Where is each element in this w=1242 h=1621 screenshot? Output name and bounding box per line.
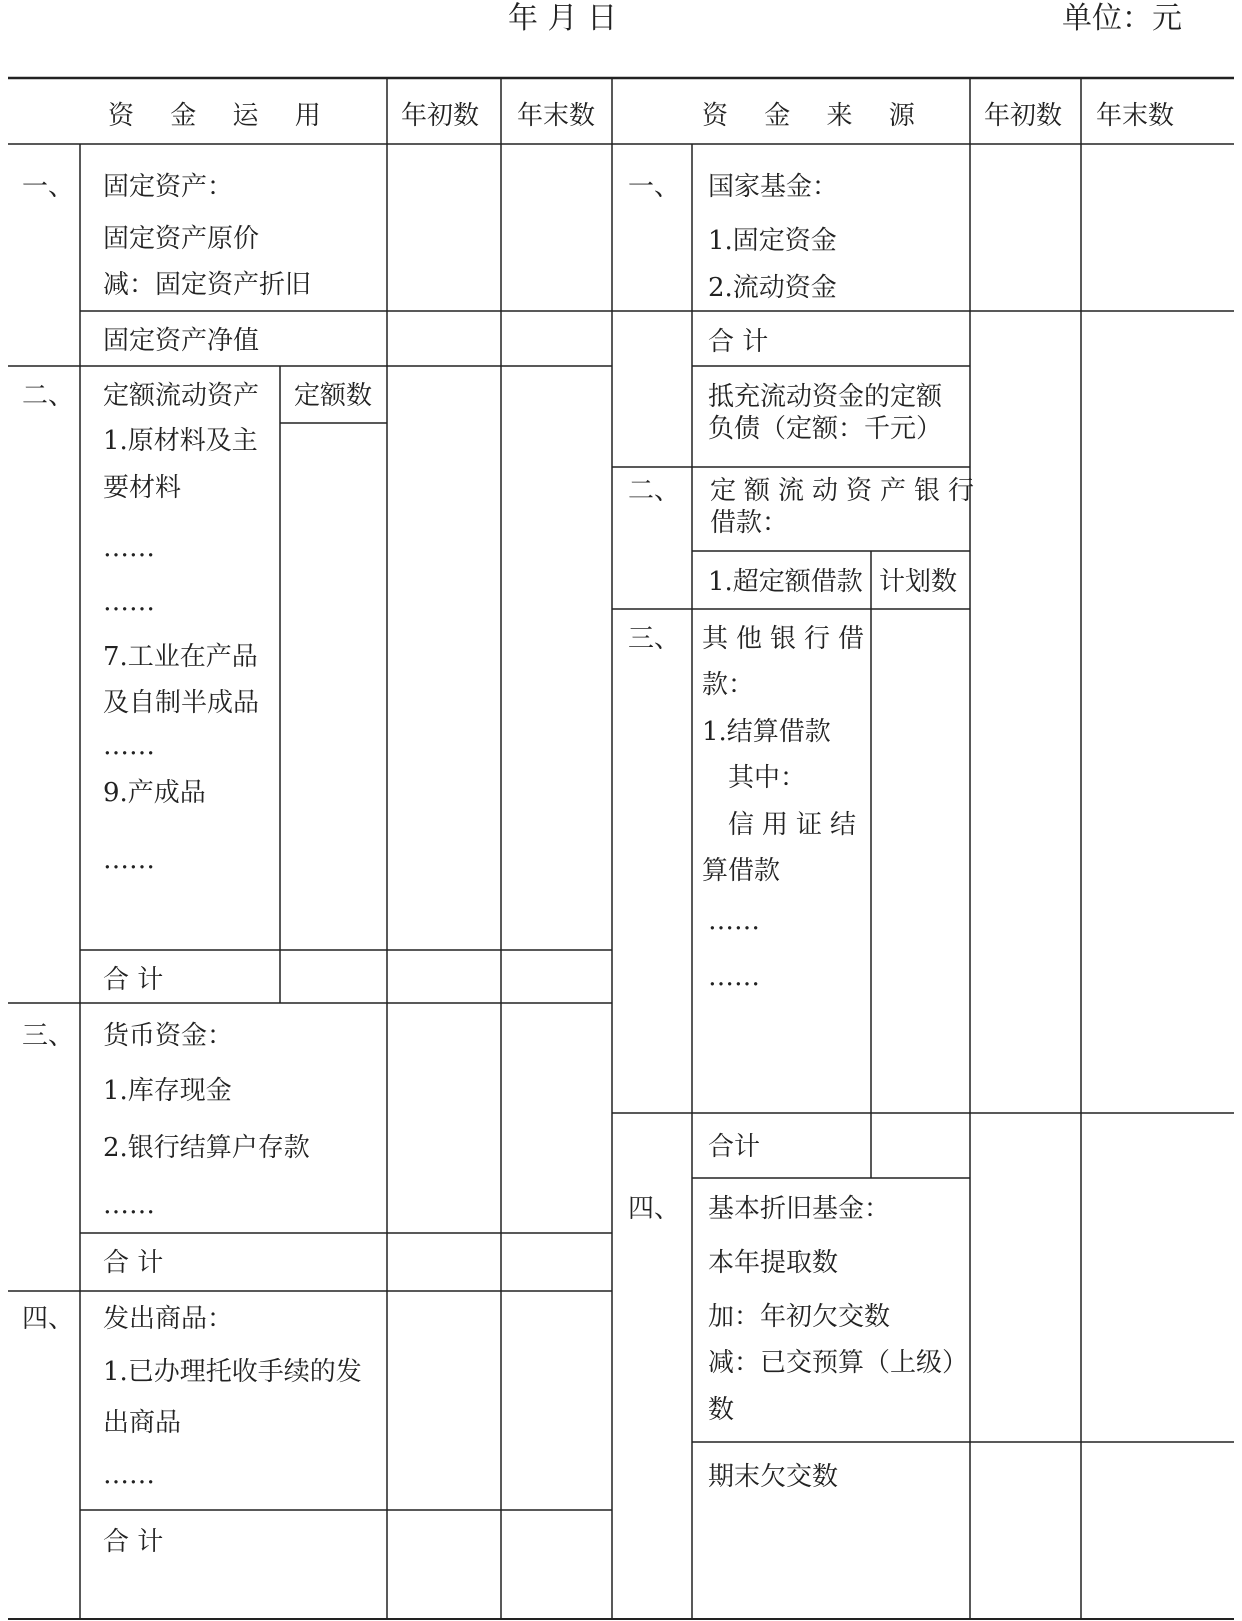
- left-s2-title: 定额流动资产: [103, 381, 260, 411]
- left-s3-line1: 1.库存现金: [103, 1076, 232, 1106]
- right-s4-number: 四、: [628, 1194, 681, 1224]
- right-s1-total: 合 计: [708, 327, 769, 357]
- left-s4-number: 四、: [22, 1304, 75, 1334]
- left-s1-line1: 固定资产原价: [103, 224, 260, 254]
- report-date: 年 月 日: [508, 1, 618, 36]
- left-s4-line1a: 1.已办理托收手续的发: [103, 1357, 362, 1387]
- left-s3-title: 货币资金：: [103, 1021, 234, 1051]
- right-s3-line1: 1.结算借款: [702, 717, 831, 747]
- col-header-begin-right: 年初数: [984, 101, 1063, 131]
- left-s1-title: 固定资产：: [103, 172, 234, 202]
- right-s3-number: 三、: [628, 624, 681, 654]
- right-s2-number: 二、: [628, 476, 681, 506]
- right-s1-liability-b: 负债（定额：千元）: [708, 414, 943, 444]
- right-s2-line1: 1.超定额借款: [708, 567, 863, 597]
- right-s1-line1: 1.固定资金: [708, 226, 837, 256]
- unit-label: 单位：元: [1062, 1, 1182, 36]
- left-s2-ellipsis1: ……: [103, 533, 155, 563]
- right-s3-line3b: 算借款: [702, 856, 781, 886]
- left-s2-line7a: 7.工业在产品: [103, 642, 258, 672]
- left-s3-total: 合 计: [103, 1248, 164, 1278]
- left-s4-total: 合 计: [103, 1527, 164, 1557]
- left-s2-quota-header: 定额数: [294, 381, 373, 411]
- left-s3-ellipsis: ……: [103, 1190, 155, 1220]
- left-s2-line7b: 及自制半成品: [103, 688, 260, 718]
- right-s3-total: 合计: [708, 1132, 761, 1162]
- left-s1-net: 固定资产净值: [103, 326, 260, 356]
- left-s2-line1a: 1.原材料及主: [103, 426, 258, 456]
- col-header-end-left: 年末数: [517, 101, 596, 131]
- right-s1-title: 国家基金：: [708, 172, 839, 202]
- left-s2-number: 二、: [22, 381, 75, 411]
- left-s2-line9: 9.产成品: [103, 778, 206, 808]
- right-s2-title-b: 借款：: [710, 508, 789, 538]
- col-header-begin-left: 年初数: [401, 101, 480, 131]
- right-s3-line3a: 信用证结: [728, 810, 865, 840]
- right-s4-line3a: 减：已交预算（上级）: [708, 1348, 969, 1378]
- left-s1-line2: 减：固定资产折旧: [103, 270, 312, 300]
- right-s4-title: 基本折旧基金：: [708, 1194, 891, 1224]
- right-s1-number: 一、: [628, 172, 681, 202]
- right-s4-line1: 本年提取数: [708, 1248, 839, 1278]
- col-header-fund-source: 资 金 来 源: [702, 101, 929, 131]
- col-header-end-right: 年末数: [1096, 101, 1175, 131]
- right-s3-title-a: 其他银行借: [702, 624, 873, 654]
- right-s1-line2: 2.流动资金: [708, 273, 837, 303]
- right-s3-ellipsis2: ……: [708, 962, 760, 992]
- left-s1-number: 一、: [22, 172, 75, 202]
- right-s3-ellipsis1: ……: [708, 906, 760, 936]
- left-s2-ellipsis2: ……: [103, 587, 155, 617]
- col-header-fund-use: 资 金 运 用: [108, 101, 335, 131]
- right-s4-line3b: 数: [708, 1395, 735, 1425]
- left-s3-number: 三、: [22, 1021, 75, 1051]
- right-s3-line2: 其中：: [728, 763, 807, 793]
- left-s2-ellipsis4: ……: [103, 845, 155, 875]
- left-s4-ellipsis: ……: [103, 1460, 155, 1490]
- left-s4-line1b: 出商品: [103, 1408, 182, 1438]
- left-s3-line2: 2.银行结算户存款: [103, 1133, 310, 1163]
- right-s3-title-b: 款：: [702, 670, 755, 700]
- left-s2-ellipsis3: ……: [103, 731, 155, 761]
- right-s4-line4: 期末欠交数: [708, 1462, 839, 1492]
- right-s4-line2: 加：年初欠交数: [708, 1302, 891, 1332]
- right-s1-liability-a: 抵充流动资金的定额: [708, 382, 943, 412]
- right-s2-title-a: 定额流动资产银行: [710, 476, 983, 506]
- right-s2-plan-header: 计划数: [879, 567, 958, 597]
- left-s2-line1b: 要材料: [103, 473, 182, 503]
- left-s4-title: 发出商品：: [103, 1304, 234, 1334]
- left-s2-total: 合 计: [103, 965, 164, 995]
